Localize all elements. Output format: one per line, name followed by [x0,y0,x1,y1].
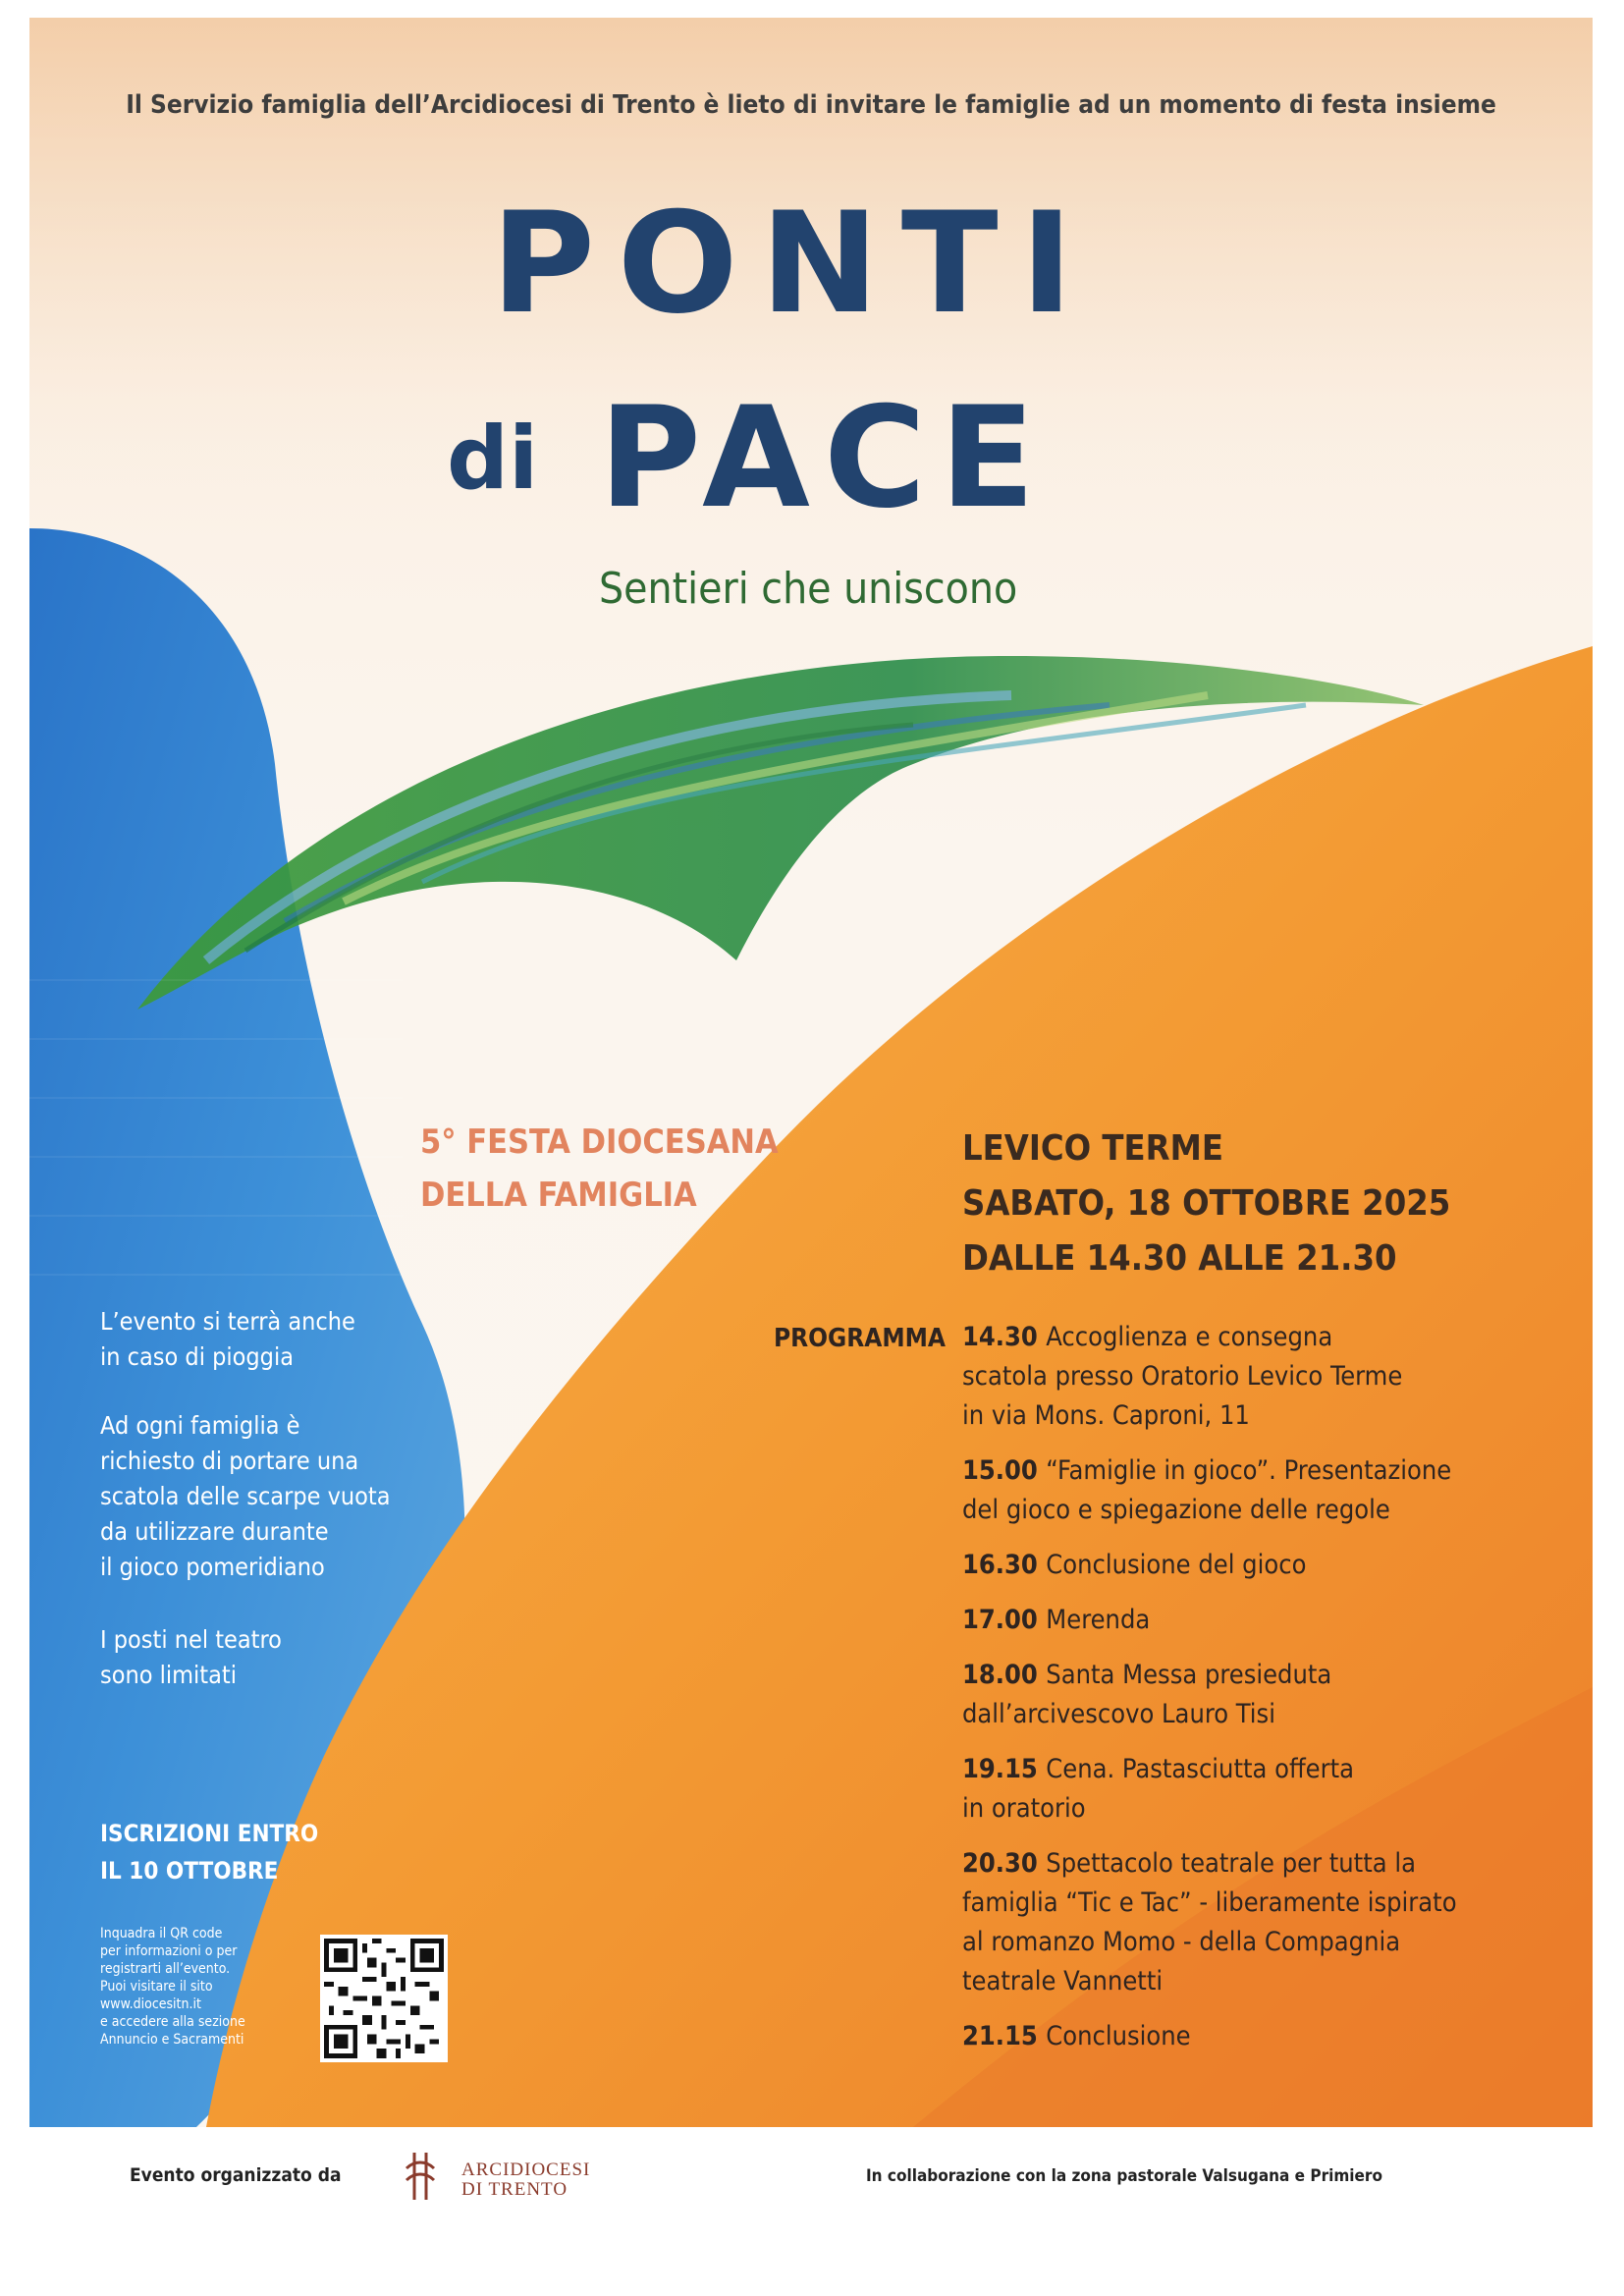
qr-line: www.diocesitn.it [100,1996,201,2012]
programma-item [962,1601,1512,1640]
note-shoebox-line-5: il gioco pomeridiano [100,1553,325,1581]
programma-text: Spettacolo teatrale per tutta la [1046,1848,1416,1879]
qr-line: per informazioni o per [100,1943,238,1959]
qr-line: Inquadra il QR code [100,1926,223,1941]
footer-org-line-2: DI TRENTO [461,2179,568,2200]
registration-line-1: ISCRIZIONI ENTRO [100,1820,319,1847]
festa-line-1: 5° FESTA DIOCESANA [420,1122,779,1162]
programma-text: “Famiglie in gioco”. Presentazione [1046,1455,1452,1486]
event-details [962,1121,1450,1286]
programma-label: PROGRAMMA [774,1324,947,1353]
note-rain-line-2: in caso di pioggia [100,1342,294,1371]
note-shoebox-line-3: scatola delle scarpe vuota [100,1482,391,1510]
programma-time: 19.15 [962,1754,1047,1784]
programma-text: in oratorio [962,1793,1086,1824]
programma-time: 14.30 [962,1322,1047,1352]
programma-text: scatola presso Oratorio Levico Terme [962,1361,1403,1392]
programma-time: 20.30 [962,1848,1047,1879]
subtitle: Sentieri che uniscono [599,564,1018,614]
note-seats-line-2: sono limitati [100,1661,237,1689]
qr-line: e accedere alla sezione [100,2014,245,2030]
programma-item [962,1318,1512,1436]
programma-text: Accoglienza e consegna [1046,1322,1333,1352]
programma-item [962,1844,1512,2001]
footer-organization [461,2160,590,2200]
programma-time: 17.00 [962,1605,1047,1635]
qr-code-icon [324,1939,444,2058]
qr-instructions [100,1925,297,2049]
programma-time: 16.30 [962,1550,1047,1580]
event-date: SABATO, 18 OTTOBRE 2025 [962,1183,1451,1224]
note-shoebox-line-1: Ad ogni famiglia è [100,1411,300,1440]
programma-text: Conclusione [1046,2021,1191,2051]
note-rain-line-1: L’evento si terrà anche [100,1307,355,1336]
event-time: DALLE 14.30 ALLE 21.30 [962,1238,1397,1279]
programma-text: teatrale Vannetti [962,1966,1164,1996]
programma-text: Merenda [1046,1605,1151,1635]
programma-text: del gioco e spiegazione delle regole [962,1495,1390,1525]
title-pace: PACE [599,377,1050,539]
note-shoebox [100,1408,414,1585]
programma-time: 18.00 [962,1660,1047,1690]
programma-text: al romanzo Momo - della Compagnia [962,1927,1401,1957]
programma-text: Conclusione del gioco [1046,1550,1307,1580]
programma-item [962,1750,1512,1829]
registration-line-2: IL 10 OTTOBRE [100,1857,279,1885]
note-shoebox-line-2: richiesto di portare una [100,1447,359,1475]
festa-heading [420,1116,779,1222]
programma-text: Santa Messa presieduta [1046,1660,1332,1690]
qr-line: Puoi visitare il sito [100,1979,213,1995]
qr-line: Annuncio e Sacramenti [100,2032,244,2048]
programma-time: 21.15 [962,2021,1047,2051]
programma-text: famiglia “Tic e Tac” - liberamente ispirato [962,1887,1457,1918]
programma-item [962,1451,1512,1530]
programma-list [962,1318,1512,2072]
note-seats-line-1: I posti nel teatro [100,1625,282,1654]
footer-collaboration: In collaborazione con la zona pastorale Valsugana e Primiero [866,2166,1382,2186]
qr-line: registrarti all’evento. [100,1961,231,1977]
arcidiocesi-logo-icon [401,2149,440,2208]
programma-time: 15.00 [962,1455,1047,1486]
programma-text: in via Mons. Caproni, 11 [962,1400,1250,1431]
qr-code[interactable] [320,1935,448,2062]
title-ponti: PONTI [491,183,1096,345]
festa-line-2: DELLA FAMIGLIA [420,1175,697,1215]
programma-text: dall’arcivescovo Lauro Tisi [962,1699,1275,1729]
programma-item [962,1656,1512,1734]
note-rain [100,1304,414,1375]
note-shoebox-line-4: da utilizzare durante [100,1517,329,1546]
poster [29,18,1593,2127]
programma-text: Cena. Pastasciutta offerta [1046,1754,1355,1784]
footer-organized-by: Evento organizzato da [130,2164,342,2186]
registration-deadline [100,1815,318,1889]
programma-item [962,2017,1512,2056]
programma-item [962,1546,1512,1585]
tagline: Il Servizio famiglia dell’Arcidiocesi di Trento è lieto di invitare le famiglie ad un momento di festa insieme [126,90,1496,120]
event-place: LEVICO TERME [962,1128,1223,1169]
title-di: di [447,408,539,509]
footer-org-line-1: ARCIDIOCESI [461,2159,591,2180]
note-seats [100,1622,414,1693]
